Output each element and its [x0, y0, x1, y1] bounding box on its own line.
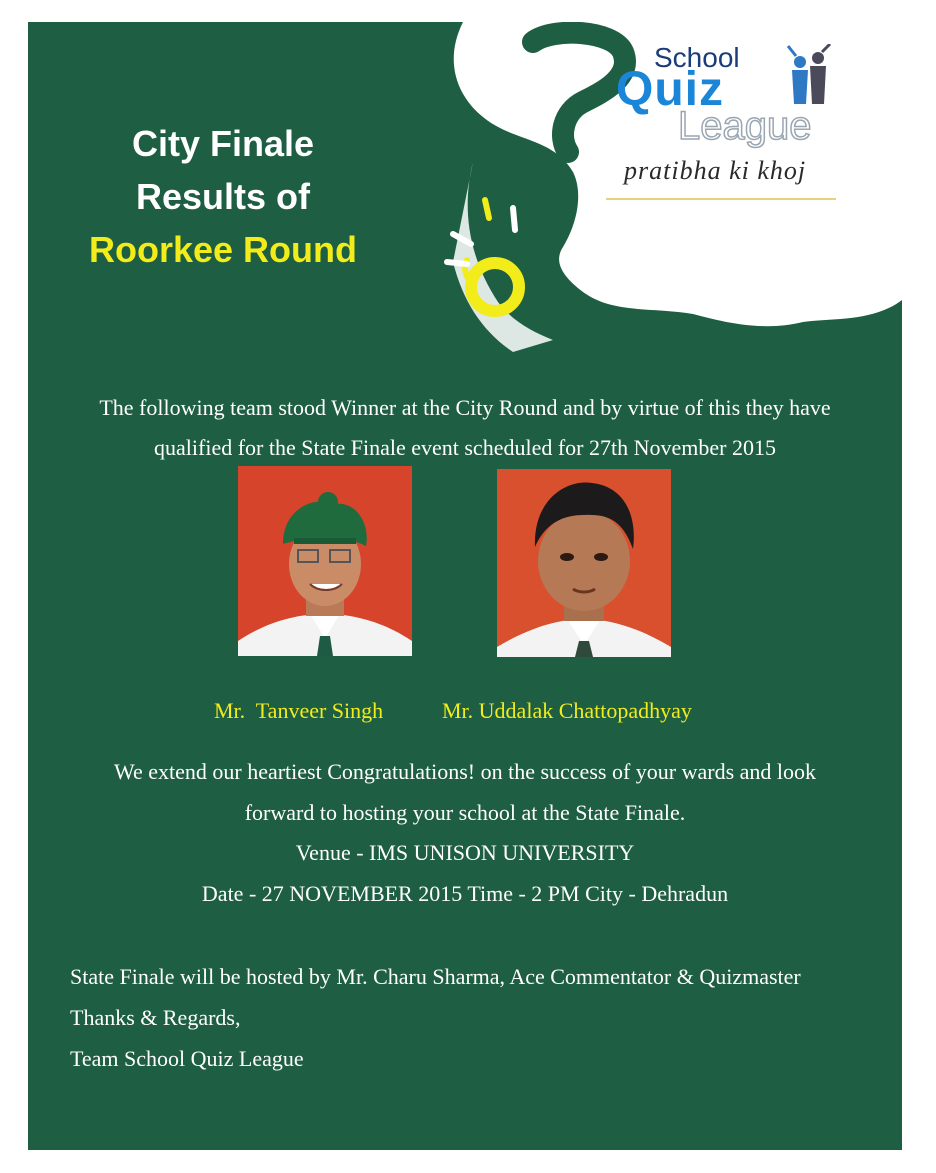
- trophy-figures-icon: [778, 44, 838, 114]
- venue-line: Venue - IMS UNISON UNIVERSITY: [295, 840, 635, 865]
- title-line-1: City Finale: [131, 123, 315, 164]
- page-title: [28, 117, 418, 276]
- thanks-line: Thanks & Regards,: [70, 1005, 241, 1030]
- intro-paragraph: [28, 388, 902, 468]
- winner-name-2: Mr. Uddalak Chattopadhyay: [442, 698, 692, 723]
- date-time-line: Date - 27 NOVEMBER 2015 Time - 2 PM City - Dehradun: [201, 880, 729, 906]
- message-line-2: forward to hosting your school at the State Finale.: [244, 799, 686, 825]
- message-line-1: We extend our heartiest Congratulations! on the success of your wards and look: [113, 759, 817, 784]
- announcement-card: [28, 22, 902, 1150]
- title-line-2: Results of: [135, 176, 311, 217]
- logo-tagline: pratibha ki khoj: [624, 156, 807, 185]
- signature-line: Team School Quiz League: [70, 1046, 304, 1071]
- school-quiz-league-logo: [606, 22, 856, 202]
- congratulations-paragraph: [28, 752, 902, 914]
- student-portrait-icon: [497, 469, 671, 657]
- student-portrait-icon: [238, 466, 412, 656]
- winner-name-1: Mr. Tanveer Singh: [214, 698, 384, 723]
- title-line-3: Roorkee Round: [88, 229, 357, 270]
- logo-quiz-text: Quiz: [616, 63, 724, 116]
- winner-photo-1: [238, 466, 412, 656]
- intro-line-2: qualified for the State Finale event scheduled for 27th November 2015: [154, 435, 776, 460]
- intro-line-1: The following team stood Winner at the City Round and by virtue of this they have: [99, 395, 831, 420]
- closing-block: [70, 956, 900, 1079]
- logo-underline: [606, 198, 836, 200]
- winner-photo-2: [497, 469, 671, 657]
- logo-league-text: League: [678, 104, 812, 148]
- logo-school-text: School: [654, 42, 740, 73]
- host-line: State Finale will be hosted by Mr. Charu Sharma, Ace Commentator & Quizmaster: [70, 964, 801, 989]
